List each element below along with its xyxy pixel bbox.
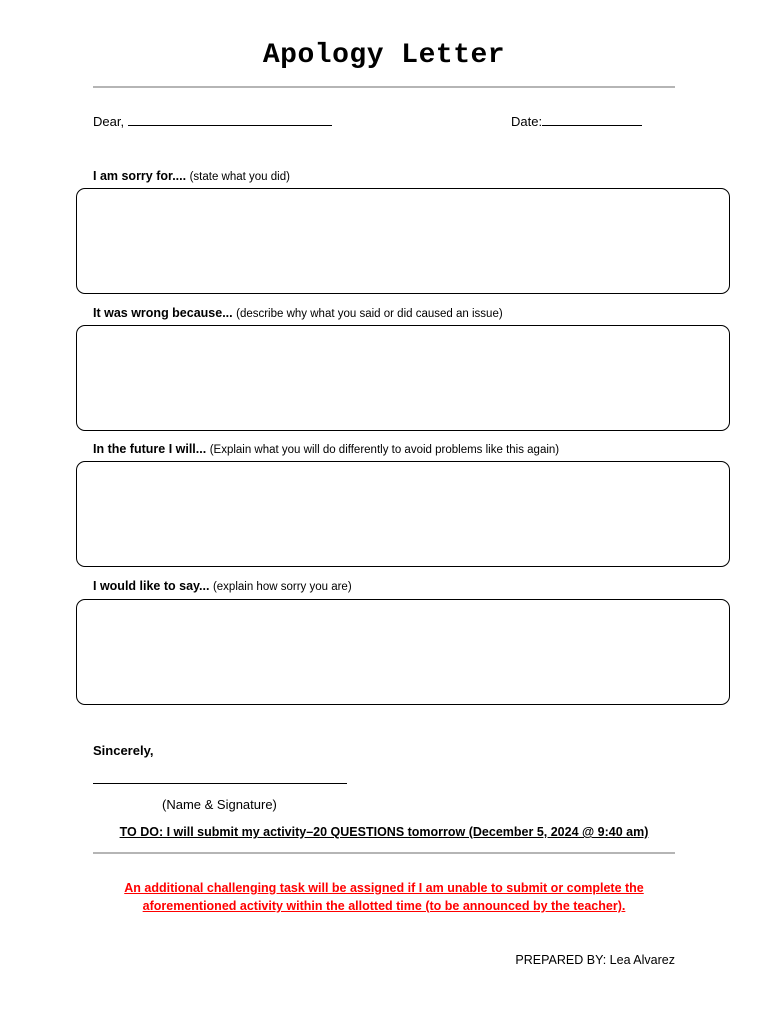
date-blank[interactable] bbox=[542, 115, 642, 126]
wrong-because-box[interactable] bbox=[76, 325, 730, 431]
sincerely-label: Sincerely, bbox=[93, 743, 154, 758]
recipient-blank[interactable] bbox=[128, 115, 332, 126]
dear-label: Dear, bbox=[93, 114, 125, 129]
prepared-by: PREPARED BY: Lea Alvarez bbox=[515, 953, 675, 967]
wrong-because-label bbox=[93, 306, 503, 320]
like-to-say-label bbox=[93, 579, 352, 593]
like-to-say-heading: I would like to say... bbox=[93, 579, 210, 593]
signature-line[interactable] bbox=[93, 783, 347, 784]
todo-divider bbox=[93, 852, 675, 854]
todo-note: TO DO: I will submit my activity–20 QUESTIONS tomorrow (December 5, 2024 @ 9:40 am) bbox=[119, 825, 649, 839]
like-to-say-hint: (explain how sorry you are) bbox=[212, 581, 352, 593]
wrong-because-heading: It was wrong because... bbox=[93, 306, 233, 320]
future-box[interactable] bbox=[76, 461, 730, 567]
sorry-for-label bbox=[93, 169, 290, 183]
title-divider bbox=[93, 86, 675, 88]
future-heading: In the future I will... bbox=[93, 442, 207, 456]
sorry-for-hint: (state what you did) bbox=[189, 171, 290, 183]
date-line bbox=[511, 114, 642, 129]
dear-line bbox=[93, 114, 332, 129]
like-to-say-box[interactable] bbox=[76, 599, 730, 705]
signature-caption: (Name & Signature) bbox=[162, 797, 277, 812]
warning-note: An additional challenging task will be assigned if I am unable to submit or complete the aforementioned activity within the allotted time (to be announced by the teacher). bbox=[124, 881, 644, 913]
future-hint: (Explain what you will do differently to avoid problems like this again) bbox=[209, 444, 560, 456]
wrong-because-hint: (describe why what you said or did caused an issue) bbox=[236, 308, 503, 320]
date-label: Date: bbox=[511, 114, 543, 129]
sorry-for-heading: I am sorry for.... bbox=[93, 169, 187, 183]
sorry-for-box[interactable] bbox=[76, 188, 730, 294]
page-title: Apology Letter bbox=[262, 40, 506, 71]
future-label bbox=[93, 442, 559, 456]
